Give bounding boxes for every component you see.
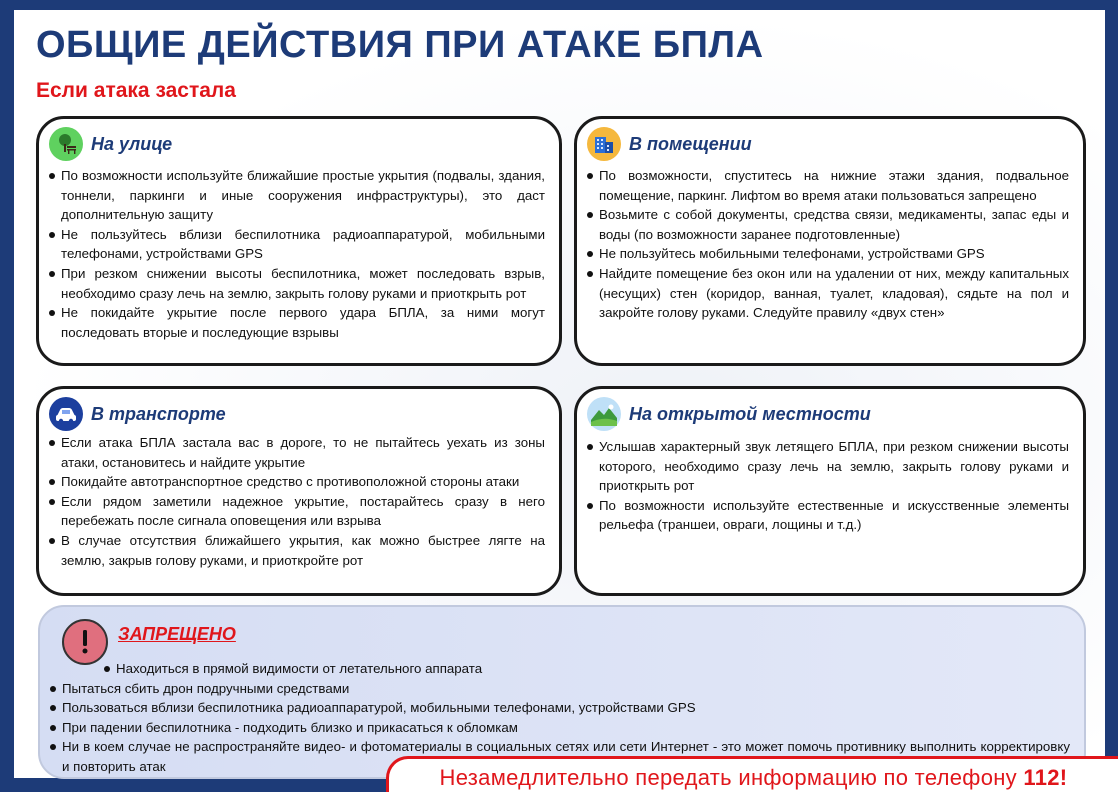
card-indoors-header bbox=[587, 127, 752, 161]
card-street bbox=[36, 116, 562, 366]
card-transport bbox=[36, 386, 562, 596]
list-item: Возьмите с собой документы, средства связи, медикаменты, запас еды и воды (по возможности заранее подготовленные) bbox=[585, 205, 1069, 244]
card-transport-header bbox=[49, 397, 226, 431]
hotline-banner bbox=[386, 756, 1118, 792]
list-item: Покидайте автотранспортное средство с противоположной стороны атаки bbox=[47, 472, 545, 492]
list-item: Пытаться сбить дрон подручными средствами bbox=[48, 679, 1070, 699]
list-item: Не пользуйтесь вблизи беспилотника радиоаппаратурой, мобильными телефонами, устройствами GPS bbox=[47, 225, 545, 264]
card-street-title: На улице bbox=[91, 133, 173, 154]
list-item: При резком снижении высоты беспилотника, может последовать взрыв, необходимо сразу лечь на землю, закрыть голову руками и приоткрыть рот bbox=[47, 264, 545, 303]
list-item: По возможности используйте ближайшие простые укрытия (подвалы, здания, тоннели, паркинги и иные сооружения инфраструктуры), это даст дополнительную защиту bbox=[47, 166, 545, 225]
list-item: По возможности используйте естественные и искусственные элементы рельефа (траншеи, овраги, лощины и т.д.) bbox=[585, 496, 1069, 535]
list-item: Услышав характерный звук летящего БПЛА, при резком снижении высоты которого, необходимо сразу лечь на землю, закрыть голову руками и приоткрыть рот bbox=[585, 437, 1069, 496]
card-indoors-list bbox=[585, 166, 1069, 323]
card-transport-title: В транспорте bbox=[91, 403, 226, 424]
list-item: Найдите помещение без окон или на удалении от них, между капитальных (несущих) стен (коридор, ванная, туалет, кладовая), сядьте на пол и закройте голову руками. Следуйте правилу «двух стен» bbox=[585, 264, 1069, 323]
list-item: Не пользуйтесь мобильными телефонами, устройствами GPS bbox=[585, 244, 1069, 264]
list-item: Если атака БПЛА застала вас в дороге, то не пытайтесь уехать из зоны атаки, остановитесь и найдите укрытие bbox=[47, 433, 545, 472]
hotline-text: Незамедлительно передать информацию по телефону 112! bbox=[439, 764, 1068, 790]
card-indoors bbox=[574, 116, 1086, 366]
card-open-area bbox=[574, 386, 1086, 596]
list-item: В случае отсутствия ближайшего укрытия, как можно быстрее лягте на землю, закрыв голову руками, и приоткройте рот bbox=[47, 531, 545, 570]
page-title: ОБЩИЕ ДЕЙСТВИЯ ПРИ АТАКЕ БПЛА bbox=[36, 24, 764, 66]
forbidden-title: ЗАПРЕЩЕНО bbox=[118, 624, 236, 644]
landscape-icon bbox=[587, 397, 621, 431]
list-item: Если рядом заметили надежное укрытие, постарайтесь сразу в него перебежать после сигнала оповещения или взрыва bbox=[47, 492, 545, 531]
card-open-area-header bbox=[587, 397, 871, 431]
forbidden-panel bbox=[38, 605, 1086, 779]
list-item: Пользоваться вблизи беспилотника радиоаппаратурой, мобильными телефонами, устройствами GPS bbox=[48, 698, 1070, 718]
list-item: Не покидайте укрытие после первого удара БПЛА, за ними могут последовать вторые и последующие взрывы bbox=[47, 303, 545, 342]
list-item: Находиться в прямой видимости от летательного аппарата bbox=[102, 659, 1070, 679]
card-transport-list bbox=[47, 433, 545, 570]
card-open-area-list bbox=[585, 437, 1069, 535]
card-open-area-title: На открытой местности bbox=[629, 403, 871, 424]
car-icon bbox=[49, 397, 83, 431]
page-subtitle: Если атака застала bbox=[36, 79, 236, 102]
card-street-header bbox=[49, 127, 172, 161]
poster bbox=[14, 10, 1105, 778]
list-item: По возможности, спуститесь на нижние этажи здания, подвальное помещение, паркинг. Лифтом во время атаки пользоваться запрещено bbox=[585, 166, 1069, 205]
tree-bench-icon bbox=[49, 127, 83, 161]
hotline-phone: 112! bbox=[1023, 764, 1068, 790]
list-item: Ни в коем случае не распространяйте видео- и фотоматериалы в социальных сетях или сети Интернет - это может помочь противнику выполнить корректировку и повторить атак bbox=[48, 737, 1070, 776]
list-item: При падении беспилотника - подходить близко и прикасаться к обломкам bbox=[48, 718, 1070, 738]
card-street-list bbox=[47, 166, 545, 342]
building-icon bbox=[587, 127, 621, 161]
card-indoors-title: В помещении bbox=[629, 133, 752, 154]
